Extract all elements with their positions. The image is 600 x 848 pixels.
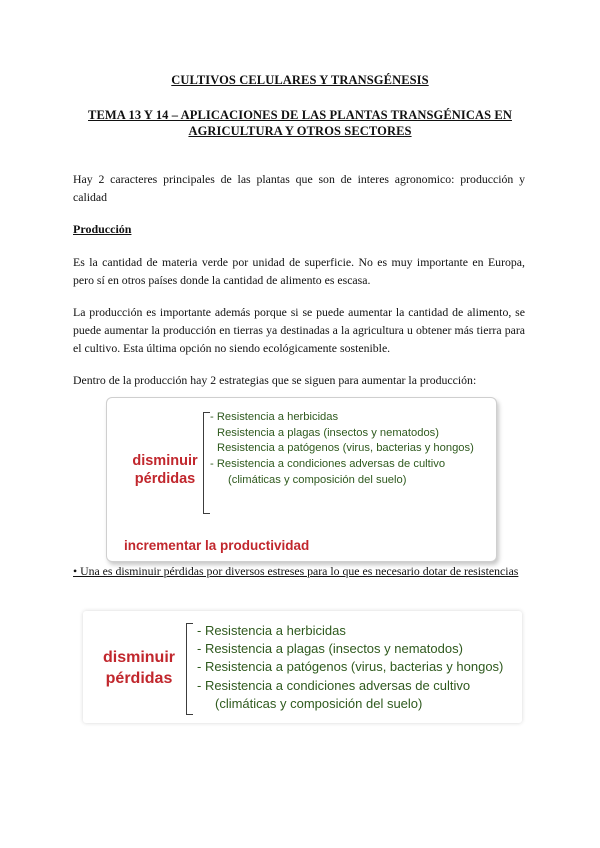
paragraph-definition: Es la cantidad de materia verde por unidad de superficie. No es muy importante en Europa, pero sí en otros países donde la cantidad de alimento es escasa. <box>73 255 525 287</box>
figure1-label-line2: pérdidas <box>134 471 196 487</box>
figure2-list <box>197 622 503 713</box>
figure1-label-line1: disminuir <box>132 453 198 469</box>
figure1-item-text: Resistencia a patógenos (virus, bacterias y hongos) <box>217 442 474 455</box>
topic-title-line2: AGRICULTURA Y OTROS SECTORES <box>188 124 412 138</box>
figure1-item-text: Resistencia a plagas (insectos y nematodos) <box>217 426 439 439</box>
figure1-label <box>123 452 207 488</box>
figure-strategies <box>106 397 497 562</box>
figure-disminuir-perdidas <box>83 611 522 723</box>
figure2-label-line2: pérdidas <box>105 670 173 687</box>
figure2-item-continued: (climáticas y composición del suelo) <box>215 695 423 711</box>
figure2-label <box>95 647 183 689</box>
figure2-label-line1: disminuir <box>102 649 175 666</box>
course-title: CULTIVOS CELULARES Y TRANSGÉNESIS <box>171 73 429 87</box>
paragraph-importance: La producción es importante además porque si se puede aumentar la cantidad de alimento, se puede aumentar la producción en tierras ya destinadas a la agricultura u obtener más tierra para el cultivo. Esta última opción no siendo ecológicamente sostenible. <box>73 305 525 355</box>
figure1-item <box>210 441 474 457</box>
figure1-brace <box>203 412 210 514</box>
figure1-item-continued: (climáticas y composición del suelo) <box>228 473 407 486</box>
section-heading-produccion: Producción <box>73 222 132 236</box>
figure1-list <box>210 410 474 489</box>
figure2-item: - Resistencia a herbicidas <box>197 623 346 638</box>
figure1-item: - Resistencia a condiciones adversas de cultivo <box>210 458 446 471</box>
topic-title-line1: TEMA 13 Y 14 – APLICACIONES DE LAS PLANTAS TRANSGÉNICAS EN <box>88 108 512 122</box>
figure2-item: - Resistencia a condiciones adversas de cultivo <box>197 677 471 693</box>
paragraph-strategies: Dentro de la producción hay 2 estrategias que se siguen para aumentar la producción: <box>73 373 477 387</box>
figure1-extra-strategy: incrementar la productividad <box>124 538 310 553</box>
figure1-item: - Resistencia a herbicidas <box>210 411 339 423</box>
topic-title <box>0 107 600 139</box>
bullet-disminuir-perdidas: • Una es disminuir pérdidas por diversos estreses para lo que es necesario dotar de resistencias <box>73 564 519 578</box>
intro-paragraph: Hay 2 caracteres principales de las plantas que son de interes agronomico: producción y calidad <box>73 172 525 204</box>
figure2-item: - Resistencia a plagas (insectos y nematodos) <box>197 641 463 657</box>
figure2-item <box>197 695 503 713</box>
figure2-item: - Resistencia a patógenos (virus, bacterias y hongos) <box>197 659 504 675</box>
figure1-item <box>210 473 474 489</box>
figure2-brace <box>186 623 193 715</box>
figure1-item <box>210 426 474 442</box>
